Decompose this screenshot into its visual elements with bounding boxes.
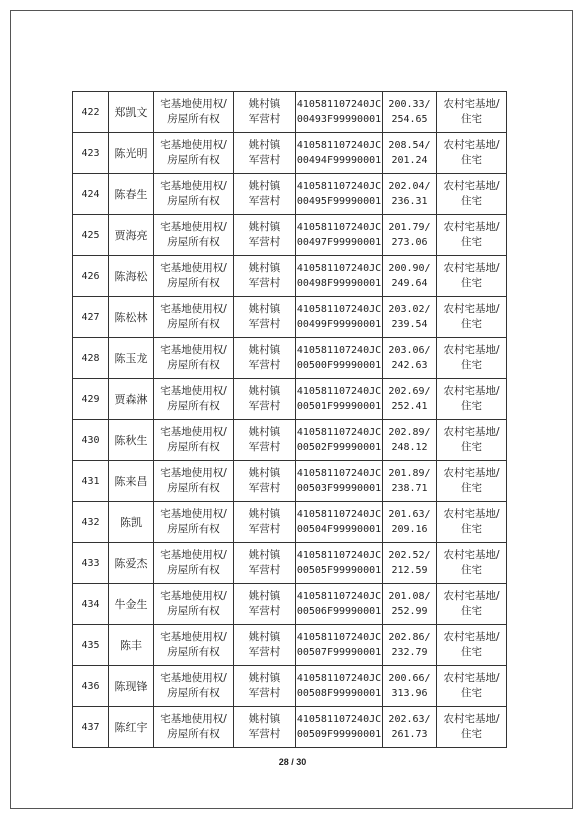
parcel-id-cell: 410581107240JC 00503F99990001 bbox=[296, 461, 383, 502]
area-cell: 201.63/ 209.16 bbox=[383, 502, 437, 543]
parcel-id-cell: 410581107240JC 00498F99990001 bbox=[296, 256, 383, 297]
right-type-cell: 宅基地使用权/ 房屋所有权 bbox=[154, 584, 234, 625]
location-cell: 姚村镇 军营村 bbox=[234, 379, 296, 420]
table-row bbox=[73, 133, 507, 174]
table-row bbox=[73, 379, 507, 420]
area-cell: 200.90/ 249.64 bbox=[383, 256, 437, 297]
land-use-cell: 农村宅基地/ 住宅 bbox=[437, 215, 507, 256]
table-body bbox=[73, 92, 507, 748]
location-cell: 姚村镇 军营村 bbox=[234, 420, 296, 461]
parcel-id-cell: 410581107240JC 00509F99990001 bbox=[296, 707, 383, 748]
location-cell: 姚村镇 军营村 bbox=[234, 707, 296, 748]
parcel-id-cell: 410581107240JC 00501F99990001 bbox=[296, 379, 383, 420]
right-type-cell: 宅基地使用权/ 房屋所有权 bbox=[154, 338, 234, 379]
table-row bbox=[73, 256, 507, 297]
owner-name-cell: 贾海亮 bbox=[109, 215, 154, 256]
table-row bbox=[73, 584, 507, 625]
location-cell: 姚村镇 军营村 bbox=[234, 297, 296, 338]
land-use-cell: 农村宅基地/ 住宅 bbox=[437, 543, 507, 584]
table-row bbox=[73, 625, 507, 666]
table-row bbox=[73, 92, 507, 133]
right-type-cell: 宅基地使用权/ 房屋所有权 bbox=[154, 543, 234, 584]
right-type-cell: 宅基地使用权/ 房屋所有权 bbox=[154, 174, 234, 215]
parcel-id-cell: 410581107240JC 00508F99990001 bbox=[296, 666, 383, 707]
parcel-id-cell: 410581107240JC 00499F99990001 bbox=[296, 297, 383, 338]
area-cell: 203.06/ 242.63 bbox=[383, 338, 437, 379]
right-type-cell: 宅基地使用权/ 房屋所有权 bbox=[154, 92, 234, 133]
right-type-cell: 宅基地使用权/ 房屋所有权 bbox=[154, 215, 234, 256]
row-number-cell: 422 bbox=[73, 92, 109, 133]
owner-name-cell: 陈红宇 bbox=[109, 707, 154, 748]
owner-name-cell: 陈来昌 bbox=[109, 461, 154, 502]
row-number-cell: 426 bbox=[73, 256, 109, 297]
location-cell: 姚村镇 军营村 bbox=[234, 625, 296, 666]
area-cell: 202.86/ 232.79 bbox=[383, 625, 437, 666]
location-cell: 姚村镇 军营村 bbox=[234, 174, 296, 215]
row-number-cell: 424 bbox=[73, 174, 109, 215]
page-number: 28 / 30 bbox=[278, 757, 307, 767]
right-type-cell: 宅基地使用权/ 房屋所有权 bbox=[154, 297, 234, 338]
area-cell: 200.66/ 313.96 bbox=[383, 666, 437, 707]
right-type-cell: 宅基地使用权/ 房屋所有权 bbox=[154, 707, 234, 748]
parcel-id-cell: 410581107240JC 00507F99990001 bbox=[296, 625, 383, 666]
row-number-cell: 429 bbox=[73, 379, 109, 420]
location-cell: 姚村镇 军营村 bbox=[234, 133, 296, 174]
row-number-cell: 430 bbox=[73, 420, 109, 461]
location-cell: 姚村镇 军营村 bbox=[234, 215, 296, 256]
parcel-id-cell: 410581107240JC 00500F99990001 bbox=[296, 338, 383, 379]
parcel-id-cell: 410581107240JC 00502F99990001 bbox=[296, 420, 383, 461]
land-use-cell: 农村宅基地/ 住宅 bbox=[437, 584, 507, 625]
owner-name-cell: 陈松林 bbox=[109, 297, 154, 338]
right-type-cell: 宅基地使用权/ 房屋所有权 bbox=[154, 256, 234, 297]
registry-table bbox=[72, 91, 507, 748]
right-type-cell: 宅基地使用权/ 房屋所有权 bbox=[154, 502, 234, 543]
table-row bbox=[73, 666, 507, 707]
owner-name-cell: 陈海松 bbox=[109, 256, 154, 297]
location-cell: 姚村镇 军营村 bbox=[234, 92, 296, 133]
owner-name-cell: 陈春生 bbox=[109, 174, 154, 215]
land-use-cell: 农村宅基地/ 住宅 bbox=[437, 379, 507, 420]
row-number-cell: 434 bbox=[73, 584, 109, 625]
location-cell: 姚村镇 军营村 bbox=[234, 502, 296, 543]
row-number-cell: 433 bbox=[73, 543, 109, 584]
right-type-cell: 宅基地使用权/ 房屋所有权 bbox=[154, 461, 234, 502]
location-cell: 姚村镇 军营村 bbox=[234, 256, 296, 297]
area-cell: 202.52/ 212.59 bbox=[383, 543, 437, 584]
owner-name-cell: 陈玉龙 bbox=[109, 338, 154, 379]
row-number-cell: 428 bbox=[73, 338, 109, 379]
owner-name-cell: 陈光明 bbox=[109, 133, 154, 174]
table-row bbox=[73, 461, 507, 502]
area-cell: 202.63/ 261.73 bbox=[383, 707, 437, 748]
table-row bbox=[73, 707, 507, 748]
row-number-cell: 436 bbox=[73, 666, 109, 707]
table-row bbox=[73, 420, 507, 461]
parcel-id-cell: 410581107240JC 00505F99990001 bbox=[296, 543, 383, 584]
row-number-cell: 423 bbox=[73, 133, 109, 174]
owner-name-cell: 牛金生 bbox=[109, 584, 154, 625]
parcel-id-cell: 410581107240JC 00504F99990001 bbox=[296, 502, 383, 543]
land-use-cell: 农村宅基地/ 住宅 bbox=[437, 174, 507, 215]
land-use-cell: 农村宅基地/ 住宅 bbox=[437, 666, 507, 707]
right-type-cell: 宅基地使用权/ 房屋所有权 bbox=[154, 625, 234, 666]
row-number-cell: 425 bbox=[73, 215, 109, 256]
owner-name-cell: 贾森淋 bbox=[109, 379, 154, 420]
right-type-cell: 宅基地使用权/ 房屋所有权 bbox=[154, 133, 234, 174]
parcel-id-cell: 410581107240JC 00493F99990001 bbox=[296, 92, 383, 133]
location-cell: 姚村镇 军营村 bbox=[234, 584, 296, 625]
land-use-cell: 农村宅基地/ 住宅 bbox=[437, 625, 507, 666]
area-cell: 208.54/ 201.24 bbox=[383, 133, 437, 174]
area-cell: 203.02/ 239.54 bbox=[383, 297, 437, 338]
row-number-cell: 437 bbox=[73, 707, 109, 748]
table-row bbox=[73, 543, 507, 584]
land-use-cell: 农村宅基地/ 住宅 bbox=[437, 256, 507, 297]
owner-name-cell: 陈丰 bbox=[109, 625, 154, 666]
owner-name-cell: 陈现锋 bbox=[109, 666, 154, 707]
row-number-cell: 427 bbox=[73, 297, 109, 338]
location-cell: 姚村镇 军营村 bbox=[234, 338, 296, 379]
owner-name-cell: 陈凯 bbox=[109, 502, 154, 543]
land-use-cell: 农村宅基地/ 住宅 bbox=[437, 338, 507, 379]
parcel-id-cell: 410581107240JC 00495F99990001 bbox=[296, 174, 383, 215]
area-cell: 202.04/ 236.31 bbox=[383, 174, 437, 215]
owner-name-cell: 郑凯文 bbox=[109, 92, 154, 133]
table-row bbox=[73, 174, 507, 215]
land-use-cell: 农村宅基地/ 住宅 bbox=[437, 92, 507, 133]
location-cell: 姚村镇 军营村 bbox=[234, 461, 296, 502]
parcel-id-cell: 410581107240JC 00497F99990001 bbox=[296, 215, 383, 256]
area-cell: 201.08/ 252.99 bbox=[383, 584, 437, 625]
area-cell: 201.79/ 273.06 bbox=[383, 215, 437, 256]
right-type-cell: 宅基地使用权/ 房屋所有权 bbox=[154, 666, 234, 707]
land-use-cell: 农村宅基地/ 住宅 bbox=[437, 707, 507, 748]
table-row bbox=[73, 502, 507, 543]
land-use-cell: 农村宅基地/ 住宅 bbox=[437, 461, 507, 502]
row-number-cell: 435 bbox=[73, 625, 109, 666]
table-row bbox=[73, 297, 507, 338]
table-row bbox=[73, 215, 507, 256]
land-use-cell: 农村宅基地/ 住宅 bbox=[437, 297, 507, 338]
right-type-cell: 宅基地使用权/ 房屋所有权 bbox=[154, 420, 234, 461]
right-type-cell: 宅基地使用权/ 房屋所有权 bbox=[154, 379, 234, 420]
area-cell: 202.89/ 248.12 bbox=[383, 420, 437, 461]
area-cell: 201.89/ 238.71 bbox=[383, 461, 437, 502]
owner-name-cell: 陈秋生 bbox=[109, 420, 154, 461]
land-use-cell: 农村宅基地/ 住宅 bbox=[437, 420, 507, 461]
row-number-cell: 432 bbox=[73, 502, 109, 543]
area-cell: 200.33/ 254.65 bbox=[383, 92, 437, 133]
location-cell: 姚村镇 军营村 bbox=[234, 666, 296, 707]
area-cell: 202.69/ 252.41 bbox=[383, 379, 437, 420]
row-number-cell: 431 bbox=[73, 461, 109, 502]
owner-name-cell: 陈爱杰 bbox=[109, 543, 154, 584]
table-row bbox=[73, 338, 507, 379]
parcel-id-cell: 410581107240JC 00494F99990001 bbox=[296, 133, 383, 174]
location-cell: 姚村镇 军营村 bbox=[234, 543, 296, 584]
parcel-id-cell: 410581107240JC 00506F99990001 bbox=[296, 584, 383, 625]
land-use-cell: 农村宅基地/ 住宅 bbox=[437, 133, 507, 174]
land-use-cell: 农村宅基地/ 住宅 bbox=[437, 502, 507, 543]
